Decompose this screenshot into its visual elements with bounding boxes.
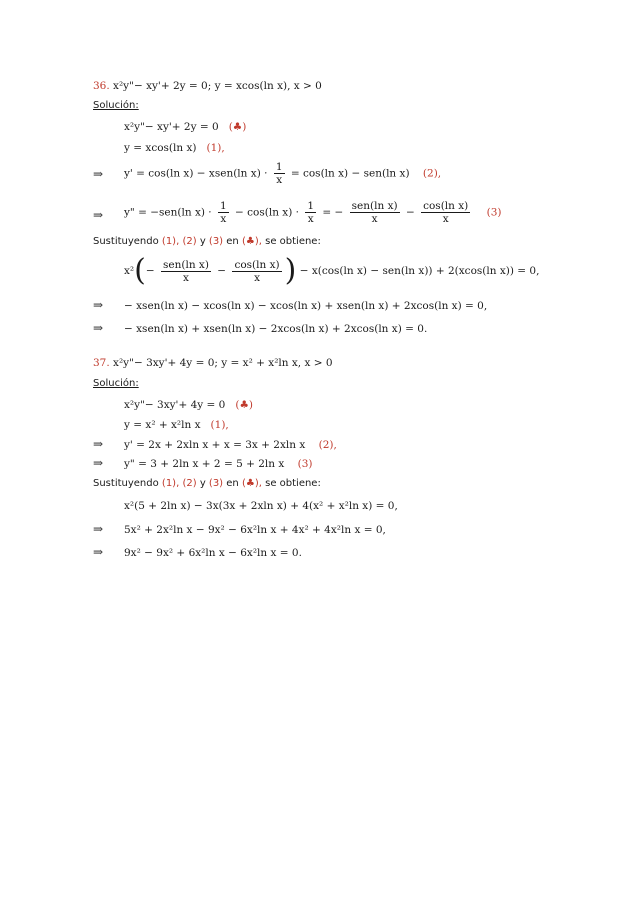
equation-tag: (3) (208, 236, 224, 247)
equation-text: y" = −sen(ln x) · (124, 206, 212, 219)
implies-arrow: ⇒ (93, 167, 104, 181)
equation-tag: (3) (297, 458, 313, 470)
equation-tag: (♣), (241, 478, 262, 489)
problem-statement: x²y"− 3xy'+ 4y = 0; y = x² + x²ln x, x > 0 (113, 357, 333, 369)
equation-tag: (2), (318, 439, 337, 451)
sentence-text: y (199, 236, 206, 247)
substitution-line: x²(− $\frac{\text{sen(ln x)}}{x}$ − $\frac{\text{cos(ln x)}}{x}$ ) − x(cos(ln x) − sen(ln x)) + 2(xcos(ln x)) = 0, (124, 253, 540, 288)
sentence-text: en (226, 236, 239, 247)
denominator: x (254, 271, 260, 284)
sentence-text: Sustituyendo (93, 236, 159, 247)
equation-text: = − (322, 206, 344, 219)
implies-arrow: ⇒ (93, 208, 104, 222)
fraction (218, 200, 229, 225)
equation-tag: (2) (182, 236, 197, 247)
problem-statement: x²y"− xy'+ 2y = 0; y = xcos(ln x), x > 0 (113, 80, 322, 92)
equation-text: − (405, 206, 415, 219)
numerator: cos(ln x) (423, 200, 469, 212)
sentence-text: Sustituyendo (93, 478, 159, 489)
equation-line (124, 141, 225, 155)
equation-tag: (♣) (235, 399, 253, 411)
equation-line (124, 398, 253, 412)
solution-label: Solución: (93, 100, 139, 111)
derivative-line (124, 438, 337, 452)
denominator: x (183, 271, 189, 284)
equation-text: y' = cos(ln x) − xsen(ln x) · (124, 167, 268, 180)
numerator: 1 (275, 161, 283, 173)
equation-text: y = xcos(ln x) (124, 142, 197, 154)
equation-text: x² (124, 265, 135, 277)
implies-arrow: ⇒ (93, 456, 104, 470)
implies-arrow: ⇒ (93, 437, 104, 451)
numerator: sen(ln x) (163, 258, 209, 271)
equation-text: = cos(ln x) − sen(ln x) (290, 167, 410, 180)
equation-text: − cos(ln x) · (235, 206, 300, 219)
problem-number: 36. (93, 80, 110, 92)
fraction (274, 161, 285, 186)
sentence-text: y (199, 478, 206, 489)
denominator: x (220, 213, 227, 225)
sentence-text: se obtiene: (265, 236, 321, 247)
numerator: 1 (220, 200, 227, 212)
numerator: sen(ln x) (351, 200, 398, 212)
sentence-text: se obtiene: (265, 478, 321, 489)
fraction (232, 259, 281, 284)
problem-36-header (93, 79, 322, 93)
equation-line (124, 418, 229, 432)
implies-arrow: ⇒ (93, 545, 104, 559)
equation-line (124, 120, 246, 134)
equation-tag: (1), (206, 142, 225, 154)
substitution-sentence (93, 477, 321, 491)
fraction (350, 200, 400, 225)
equation-tag: (♣) (228, 121, 247, 133)
equation-text: − (145, 265, 155, 277)
equation-text: y' = 2x + 2xln x + x = 3x + 2xln x (124, 439, 306, 451)
denominator: x (307, 213, 314, 225)
denominator: x (276, 174, 283, 186)
equation-tag: (2) (182, 478, 197, 489)
fraction (305, 200, 316, 225)
equation-text: − (217, 265, 227, 277)
equation-text: − x(cos(ln x) − sen(ln x)) + 2(xcos(ln x)) = 0, (299, 265, 540, 277)
implies-arrow: ⇒ (93, 522, 104, 536)
simplification-line: − xsen(ln x) − xcos(ln x) − xcos(ln x) + xsen(ln x) + 2xcos(ln x) = 0, (124, 300, 488, 312)
equation-tag: (3) (486, 206, 502, 219)
fraction (161, 259, 211, 284)
solution-label: Solución: (93, 378, 139, 389)
implies-arrow: ⇒ (93, 298, 104, 312)
derivative-line (124, 457, 313, 471)
simplification-line: − xsen(ln x) + xsen(ln x) − 2xcos(ln x) + 2xcos(ln x) = 0. (124, 323, 428, 335)
numerator: cos(ln x) (234, 258, 280, 271)
derivative-line (124, 200, 502, 225)
equation-text: x²y"− xy'+ 2y = 0 (124, 121, 219, 133)
equation-text: y" = 3 + 2ln x + 2 = 5 + 2ln x (124, 458, 285, 470)
simplification-line: 9x² − 9x² + 6x²ln x − 6x²ln x = 0. (124, 547, 302, 559)
numerator: 1 (307, 200, 315, 212)
sentence-text: en (226, 478, 239, 489)
fraction (421, 200, 470, 225)
denominator: x (442, 213, 449, 225)
substitution-line: x²(5 + 2ln x) − 3x(3x + 2xln x) + 4(x² + x²ln x) = 0, (124, 500, 398, 512)
denominator: x (371, 213, 378, 225)
equation-tag: (1), (161, 478, 180, 489)
equation-text: y = x² + x²ln x (124, 419, 201, 431)
equation-tag: (1), (161, 236, 180, 247)
problem-37-header (93, 356, 333, 370)
equation-tag: (2), (422, 167, 442, 180)
equation-tag: (3) (208, 478, 224, 489)
equation-tag: (1), (210, 419, 229, 431)
derivative-line (124, 161, 441, 186)
substitution-sentence (93, 235, 321, 249)
equation-tag: (♣), (241, 236, 262, 247)
equation-text: x²y"− 3xy'+ 4y = 0 (124, 399, 226, 411)
problem-number: 37. (93, 357, 110, 369)
implies-arrow: ⇒ (93, 321, 104, 335)
simplification-line: 5x² + 2x²ln x − 9x² − 6x²ln x + 4x² + 4x²ln x = 0, (124, 524, 386, 536)
